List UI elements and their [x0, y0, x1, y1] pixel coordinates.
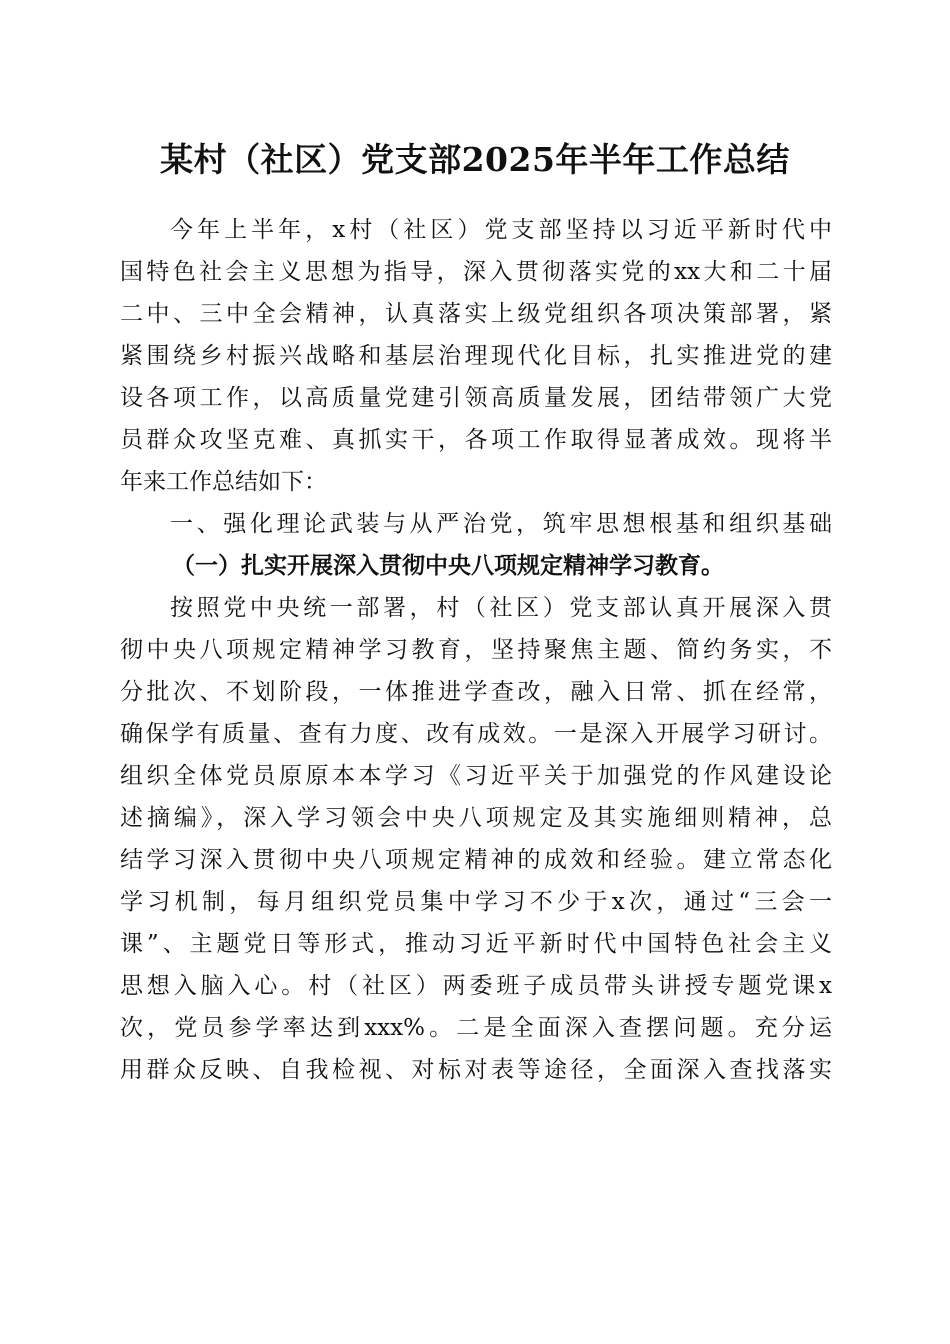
section-heading: 一、强化理论武装与从严治党，筑牢思想根基和组织基础 [170, 511, 832, 537]
body-line: 思想入脑入心。村（社区）两委班子成员带头讲授专题党课x [120, 973, 832, 999]
intro-line: 二中、三中全会精神，认真落实上级党组织各项决策部署，紧 [120, 301, 832, 327]
body-line: 组织全体党员原原本本学习《习近平关于加强党的作风建设论 [120, 763, 832, 789]
intro-line: 员群众攻坚克难、真抓实干，各项工作取得显著成效。现将半 [120, 427, 832, 453]
document-title: 某村（社区）党支部2025年半年工作总结 [160, 140, 790, 179]
body-line: 按照党中央统一部署，村（社区）党支部认真开展深入贯 [170, 595, 832, 621]
body-line: 用群众反映、自我检视、对标对表等途径，全面深入查找落实 [120, 1057, 832, 1083]
body-line: 确保学有质量、查有力度、改有成效。一是深入开展学习研讨。 [120, 721, 832, 747]
intro-line: 今年上半年，x村（社区）党支部坚持以习近平新时代中 [170, 217, 832, 243]
body-line: 述摘编》，深入学习领会中央八项规定及其实施细则精神，总 [120, 805, 832, 831]
subsection-heading: （一）扎实开展深入贯彻中央八项规定精神学习教育。 [172, 552, 724, 579]
body-line: 彻中央八项规定精神学习教育，坚持聚焦主题、简约务实，不 [120, 637, 832, 663]
intro-line: 设各项工作，以高质量党建引领高质量发展，团结带领广大党 [120, 385, 832, 411]
body-line: 学习机制，每月组织党员集中学习不少于x次，通过“三会一 [120, 889, 832, 915]
intro-line: 年来工作总结如下： [120, 469, 327, 495]
intro-line: 国特色社会主义思想为指导，深入贯彻落实党的xx大和二十届 [120, 259, 832, 285]
body-line: 分批次、不划阶段，一体推进学查改，融入日常、抓在经常， [120, 679, 832, 705]
body-line: 次，党员参学率达到xxx%。二是全面深入查摆问题。充分运 [120, 1015, 832, 1041]
intro-line: 紧围绕乡村振兴战略和基层治理现代化目标，扎实推进党的建 [120, 343, 832, 369]
body-line: 结学习深入贯彻中央八项规定精神的成效和经验。建立常态化 [120, 847, 832, 873]
body-line: 课”、主题党日等形式，推动习近平新时代中国特色社会主义 [120, 931, 832, 957]
